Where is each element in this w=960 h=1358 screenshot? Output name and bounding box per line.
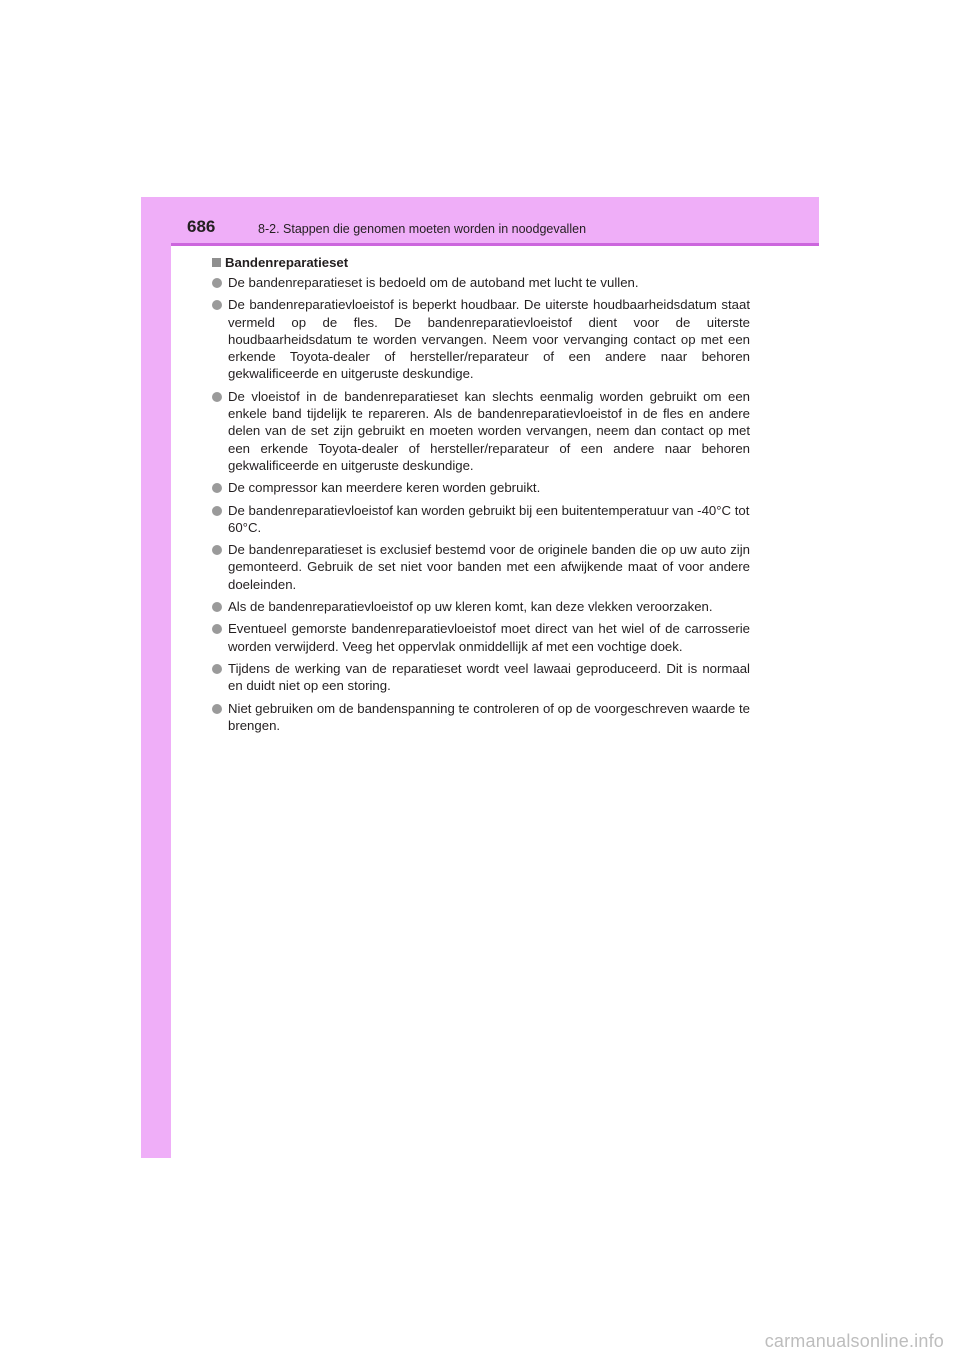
circle-bullet-icon (212, 545, 222, 555)
circle-bullet-icon (212, 664, 222, 674)
list-item-text: Als de bandenreparatievloeistof op uw kleren komt, kan deze vlekken veroorzaken. (228, 599, 713, 615)
list-item-text: De vloeistof in de bandenreparatieset kan slechts eenmalig worden gebruikt om een enkele band tijdelijk te repareren. Als de bandenreparatievloeistof in de fles en andere delen van de set zijn gebruikt en moeten worden vervangen, neem dan contact op met een erkende Toyota-dealer of hersteller/reparateur of een andere naar behoren gekwalificeerde en uitgeruste deskundige. (228, 388, 750, 473)
list-item (212, 296, 750, 382)
list-item (212, 620, 750, 655)
circle-bullet-icon (212, 602, 222, 612)
bullet-list (212, 274, 750, 734)
list-item (212, 479, 750, 496)
circle-bullet-icon (212, 624, 222, 634)
list-item-text: De bandenreparatievloeistof kan worden gebruikt bij een buitentemperatuur van -40°C tot 60°C. (228, 502, 750, 535)
list-item-text: Eventueel gemorste bandenreparatievloeistof moet direct van het wiel of de carrosserie worden verwijderd. Veeg het oppervlak onmiddellijk af met een vochtige doek. (228, 621, 750, 654)
list-item (212, 274, 750, 291)
circle-bullet-icon (212, 483, 222, 493)
list-item-text: Niet gebruiken om de bandenspanning te controleren of op de voorgeschreven waarde te brengen. (228, 700, 750, 733)
watermark: carmanualsonline.info (764, 1331, 944, 1351)
main-content (212, 254, 750, 739)
list-item-text: De bandenreparatieset is exclusief bestemd voor de originele banden die op uw auto zijn gemonteerd. Gebruik de set niet voor banden met een afwijkende maat of voor andere doeleinden. (228, 542, 750, 592)
list-item (212, 502, 750, 537)
circle-bullet-icon (212, 392, 222, 402)
circle-bullet-icon (212, 704, 222, 714)
list-item (212, 660, 750, 695)
list-item (212, 541, 750, 593)
list-item (212, 700, 750, 735)
section-heading (212, 254, 750, 271)
circle-bullet-icon (212, 278, 222, 288)
header-rule (171, 243, 819, 246)
list-item-text: Tijdens de werking van de reparatieset wordt veel lawaai geproduceerd. Dit is normaal en duidt niet op een storing. (228, 660, 750, 694)
list-item-text: De compressor kan meerdere keren worden gebruikt. (228, 480, 541, 496)
side-color-band (141, 197, 171, 1158)
circle-bullet-icon (212, 300, 222, 310)
list-item-text: De bandenreparatieset is bedoeld om de autoband met lucht te vullen. (228, 275, 639, 290)
circle-bullet-icon (212, 506, 222, 516)
square-bullet-icon (212, 258, 221, 267)
list-item (212, 598, 750, 615)
list-item-text: De bandenreparatievloeistof is beperkt houdbaar. De uiterste houdbaarheidsdatum staat vermeld op de fles. De bandenreparatievloeistof dient voor de uiterste houdbaarheidsdatum te worden vervangen. Neem voor vervanging contact op met een erkende Toyota-dealer of hersteller/reparateur of een andere naar behoren gekwalificeerde en uitgeruste deskundige. (228, 297, 750, 382)
section-title: Bandenreparatieset (225, 255, 349, 270)
list-item (212, 388, 750, 474)
page-number: 686 (187, 217, 216, 236)
running-head-title: 8-2. Stappen die genomen moeten worden in noodgevallen (258, 222, 587, 236)
